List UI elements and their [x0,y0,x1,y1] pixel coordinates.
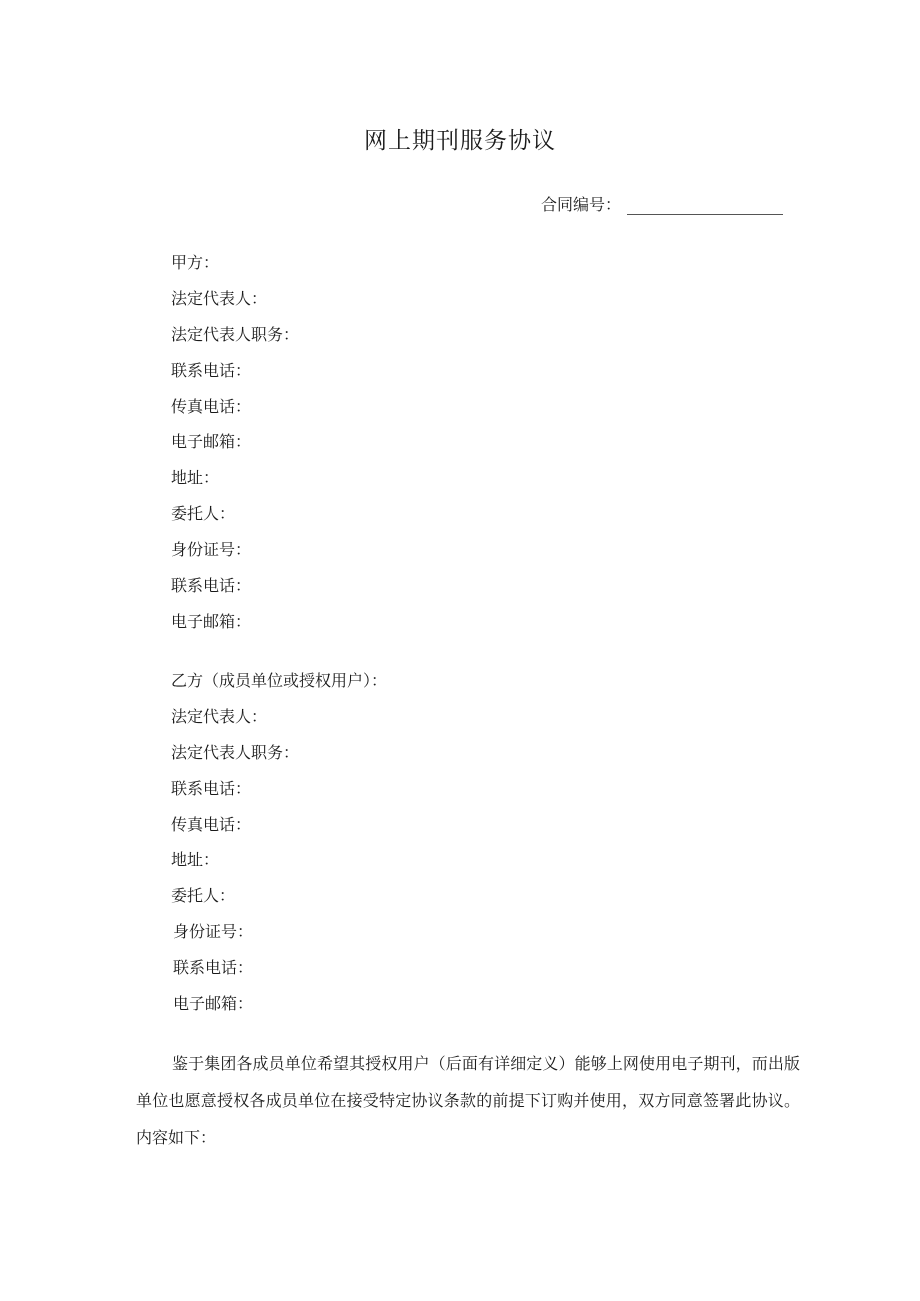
contract-number [541,192,783,215]
party-b-agent-label: 委托人： [171,886,236,906]
intro-paragraph: 鉴于集团各成员单位希望其授权用户（后面有详细定义）能够上网使用电子期刊，而出版单位也愿意授权各成员单位在接受特定协议条款的前提下订购并使用，双方同意签署此协议。内容如下： [136,1054,800,1147]
party-a-address-label: 地址： [171,468,220,488]
contract-number-label: 合同编号： [541,195,622,214]
party-a-section [171,251,299,646]
party-b-address-label: 地址： [171,850,220,870]
party-a-email-label: 电子邮箱： [171,432,252,452]
party-b-name-label: 乙方（成员单位或授权用户）： [171,671,388,690]
party-a-agent-phone-label: 联系电话： [171,576,252,596]
document-title: 网上期刊服务协议 [364,128,556,154]
party-a-id-number-label: 身份证号： [171,540,252,560]
party-b-legal-rep-title-label: 法定代表人职务： [171,742,300,762]
intro-section [136,1045,800,1156]
party-a-agent-label: 委托人： [171,504,236,524]
party-b-id-number-label: 身份证号： [173,922,254,942]
contract-number-blank [627,198,783,215]
party-b-fax-label: 传真电话： [171,814,252,834]
party-a-legal-rep-title-label: 法定代表人职务： [171,324,300,344]
party-b-agent-email-label: 电子邮箱： [173,994,254,1014]
party-b-legal-rep-label: 法定代表人： [171,706,268,726]
party-b-section [171,669,387,1028]
party-b-phone-label: 联系电话： [171,778,252,798]
party-b-agent-phone-label: 联系电话： [173,958,254,978]
party-a-phone-label: 联系电话： [171,360,252,380]
party-a-name-label: 甲方： [171,253,220,272]
party-a-agent-email-label: 电子邮箱： [171,611,252,631]
party-a-fax-label: 传真电话： [171,396,252,416]
party-a-legal-rep-label: 法定代表人： [171,288,268,308]
